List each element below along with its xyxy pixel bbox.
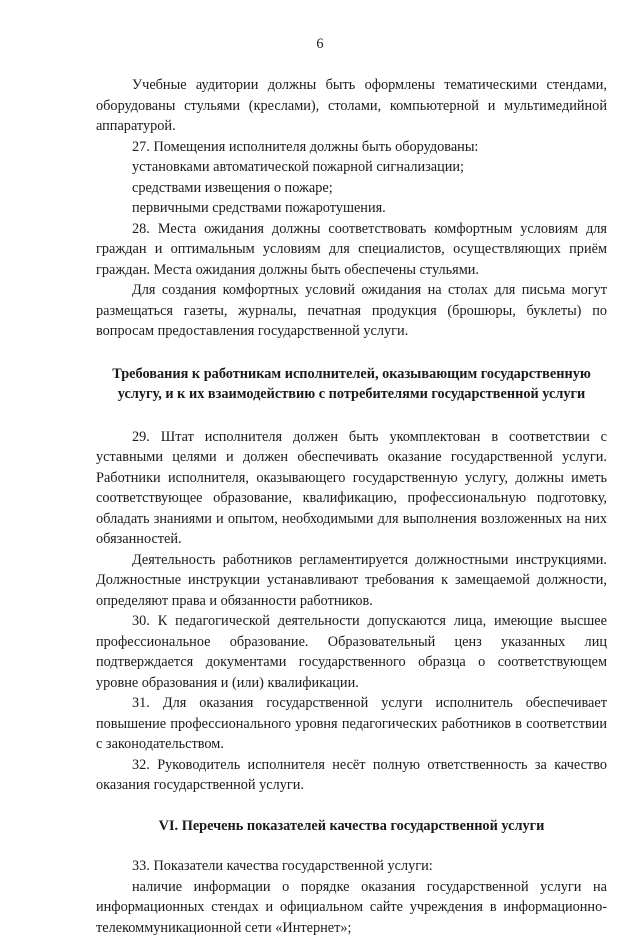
page-number: 6: [0, 34, 640, 55]
paragraph: Деятельность работников регламентируется должностными инструкциями. Должностные инструкции устанавливают требования к замещаемой должности, определяют права и обязанности работников.: [96, 550, 607, 612]
paragraph: 27. Помещения исполнителя должны быть оборудованы:: [96, 137, 607, 158]
paragraph: 32. Руководитель исполнителя несёт полную ответственность за качество оказания государственной услуги.: [96, 755, 607, 796]
paragraph: 29. Штат исполнителя должен быть укомплектован в соответствии с уставными целями и должен обеспечивать оказание государственной услуги. Работники исполнителя, оказывающего государственную услугу, должны иметь соответствующее образование, квалификацию, профессиональную подготовку, обладать знаниями и опытом, необходимыми для выполнения возложенных на них обязанностей.: [96, 427, 607, 550]
section-heading: VI. Перечень показателей качества государственной услуги: [96, 816, 607, 837]
paragraph: 28. Места ожидания должны соответствовать комфортным условиям для граждан и оптимальным условиям для специалистов, осуществляющих приём граждан. Места ожидания должны быть обеспечены стульями.: [96, 219, 607, 281]
paragraph: наличие информации о порядке оказания государственной услуги на информационных стендах и официальном сайте учреждения в информационно-телекоммуникационной сети «Интернет»;: [96, 877, 607, 938]
paragraph: 33. Показатели качества государственной услуги:: [96, 856, 607, 877]
paragraph: Учебные аудитории должны быть оформлены тематическими стендами, оборудованы стульями (креслами), столами, компьютерной и мультимедийной аппаратурой.: [96, 75, 607, 137]
list-item: первичными средствами пожаротушения.: [96, 198, 607, 219]
paragraph: 31. Для оказания государственной услуги исполнитель обеспечивает повышение профессионального уровня педагогических работников в соответствии с законодательством.: [96, 693, 607, 755]
list-item: средствами извещения о пожаре;: [96, 178, 607, 199]
list-item: установками автоматической пожарной сигнализации;: [96, 157, 607, 178]
paragraph: Для создания комфортных условий ожидания на столах для письма могут размещаться газеты, журналы, печатная продукция (брошюры, буклеты) по вопросам предоставления государственной услуги.: [96, 280, 607, 342]
section-heading: Требования к работникам исполнителей, оказывающим государственную услугу, и к их взаимодействию с потребителями государственной услуги: [96, 364, 607, 405]
document-body: [96, 75, 607, 938]
paragraph: 30. К педагогической деятельности допускаются лица, имеющие высшее профессиональное образование. Образовательный ценз указанных лиц подтверждается документами государственного образца о соответствующем уровне образования и (или) квалификации.: [96, 611, 607, 693]
